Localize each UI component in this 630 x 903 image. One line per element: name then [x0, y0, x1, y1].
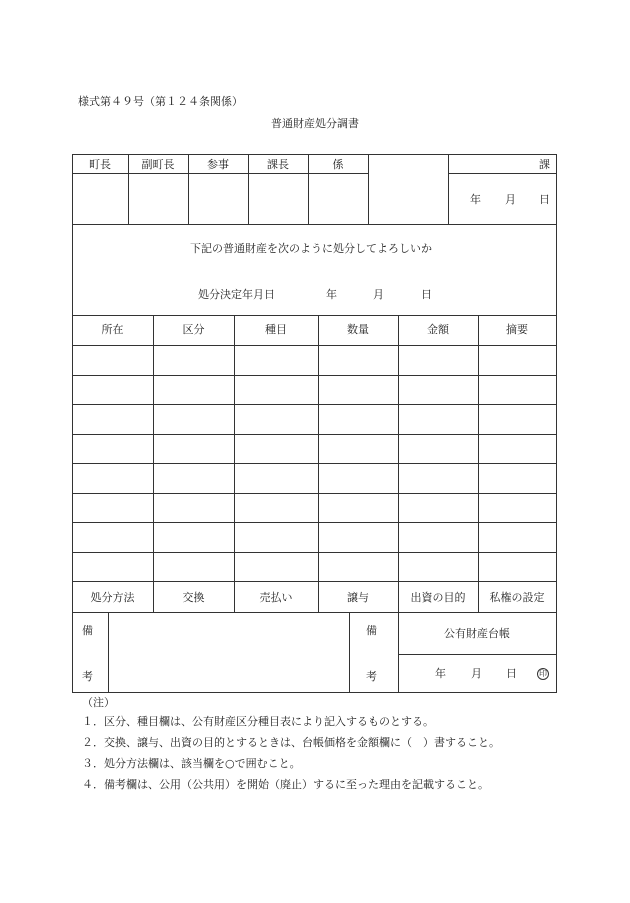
- remarks2-label-bottom: 考: [366, 670, 377, 683]
- note-item: ４．備考欄は、公用（公共用）を開始（廃止）するに至った理由を記載すること。: [82, 778, 489, 791]
- disposal-exchange: 交換: [182, 591, 205, 604]
- col-amount: 金額: [427, 323, 449, 336]
- disposal-transfer: 譲与: [347, 591, 369, 604]
- approval-col-mayor: 町長: [89, 158, 111, 171]
- decision-date-day: 日: [421, 288, 432, 301]
- approval-date-day: 日: [539, 193, 550, 206]
- form-number: 様式第４９号（第１２４条関係）: [78, 95, 243, 108]
- col-summary: 摘要: [506, 323, 528, 336]
- decision-date-month: 月: [373, 288, 384, 301]
- approval-date-year: 年: [470, 193, 481, 206]
- document-title: 普通財産処分調書: [271, 117, 359, 130]
- approval-col-section-chief: 課長: [267, 158, 289, 171]
- notes-header: （注）: [82, 696, 115, 709]
- col-classification: 区分: [182, 323, 205, 336]
- ledger-date-month: 月: [471, 667, 482, 680]
- disposal-sale: 売払い: [259, 591, 293, 604]
- approval-col-deputy-mayor: 副町長: [141, 158, 175, 171]
- ledger-date-year: 年: [435, 667, 446, 680]
- disposal-private-right: 私権の設定: [489, 591, 545, 604]
- col-quantity: 数量: [347, 323, 369, 336]
- remarks-label-top: 備: [82, 624, 93, 637]
- note-item: ２．交換、譲与、出資の目的とするときは、台帳価格を金額欄に（ ）書すること。: [82, 736, 500, 749]
- disposal-investment: 出資の目的: [410, 591, 466, 604]
- col-location: 所在: [101, 323, 124, 336]
- statement-text: 下記の普通財産を次のように処分してよろしいか: [190, 242, 432, 255]
- remarks2-label-top: 備: [366, 624, 377, 637]
- decision-date-year: 年: [326, 288, 337, 301]
- decision-date-label: 処分決定年月日: [198, 288, 275, 301]
- note-item: ３．処分方法欄は、該当欄を○で囲むこと。: [82, 757, 301, 770]
- approval-date-month: 月: [505, 193, 516, 206]
- seal-icon: 印: [539, 669, 547, 678]
- department-suffix: 課: [539, 158, 550, 171]
- ledger-label: 公有財産台帳: [444, 627, 510, 640]
- approval-col-staff: 係: [332, 158, 344, 171]
- approval-col-counselor: 参事: [207, 158, 229, 171]
- remarks-label-bottom: 考: [82, 670, 93, 683]
- disposal-method-label: 処分方法: [90, 591, 135, 604]
- col-type: 種目: [265, 323, 287, 336]
- ledger-date-day: 日: [506, 667, 517, 680]
- note-item: １．区分、種目欄は、公有財産区分種目表により記入するものとする。: [82, 715, 434, 728]
